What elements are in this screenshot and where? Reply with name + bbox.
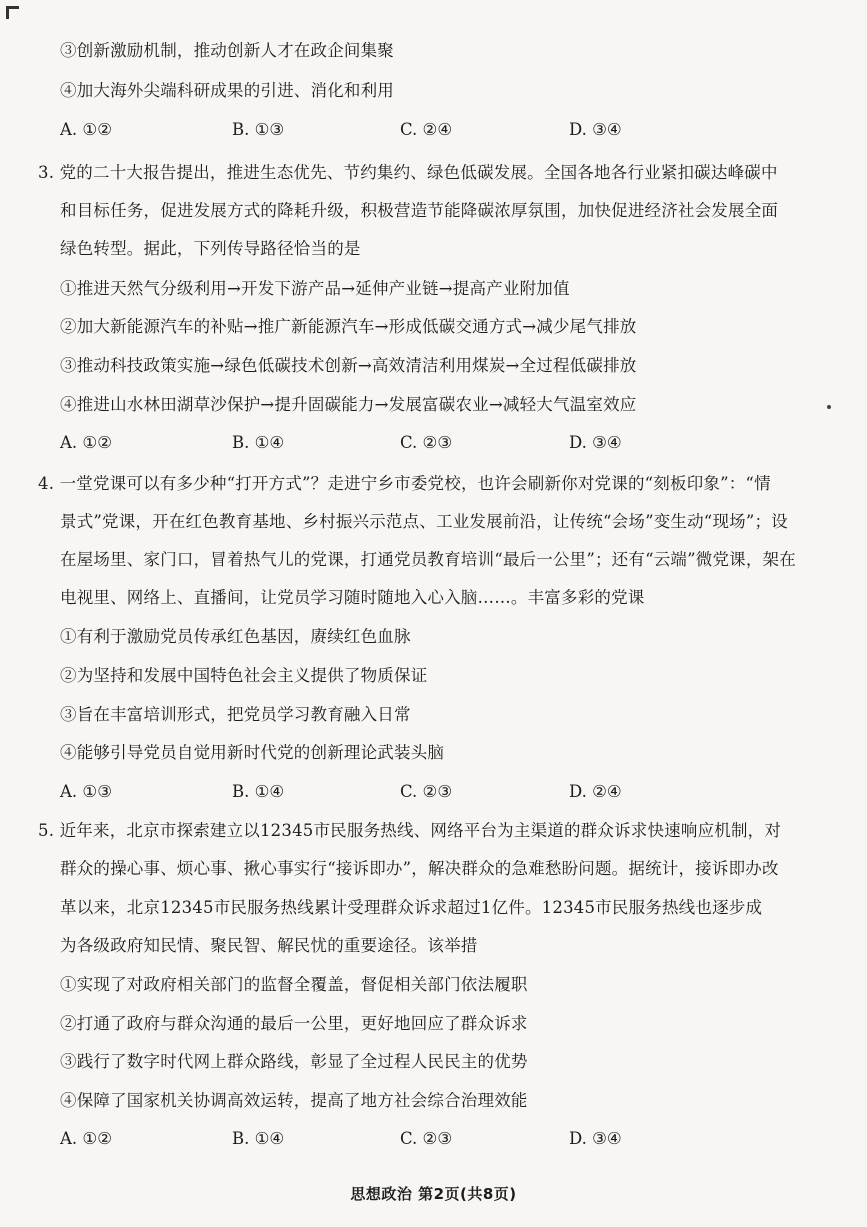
q3-option-c: C. ②③ <box>400 433 453 452</box>
q5-option-b: B. ①④ <box>232 1129 285 1148</box>
q4-option-c: C. ②③ <box>400 782 453 801</box>
q5-stem-line-2: 群众的操心事、烦心事、揪心事实行“接诉即办”，解决群众的急难愁盼问题。据统计，接诉即办改 <box>60 859 779 878</box>
q5-item-3: ③践行了数字时代网上群众路线，彰显了全过程人民民主的优势 <box>60 1052 528 1071</box>
q4-stem-line-2: 景式”党课，开在红色教育基地、乡村振兴示范点、工业发展前沿，让传统“会场”变生动“现场”；设 <box>60 512 788 531</box>
q2-option-a: A. ①② <box>60 120 112 139</box>
q2-option-c: C. ②④ <box>400 120 453 139</box>
q3-option-b: B. ①④ <box>232 433 285 452</box>
q4-option-d: D. ②④ <box>569 782 622 801</box>
q4-option-b: B. ①④ <box>232 782 285 801</box>
q4-option-a: A. ①③ <box>60 782 112 801</box>
q3-stem-line-2: 和目标任务，促进发展方式的降耗升级，积极营造节能降碳浓厚氛围，加快促进经济社会发展全面 <box>60 201 779 220</box>
q4-item-1: ①有利于激励党员传承红色基因，赓续红色血脉 <box>60 627 411 646</box>
page-footer: 思想政治 第2页(共8页) <box>350 1185 517 1203</box>
q4-stem-line-3: 在屋场里、家门口，冒着热气儿的党课，打通党员教育培训“最后一公里”；还有“云端”微党课，架在 <box>60 550 796 569</box>
q3-option-a: A. ①② <box>60 433 112 452</box>
q3-stem-line-1: 3. 党的二十大报告提出，推进生态优先、节约集约、绿色低碳发展。全国各地各行业紧扣碳达峰碳中 <box>38 163 778 182</box>
q5-item-1: ①实现了对政府相关部门的监督全覆盖，督促相关部门依法履职 <box>60 975 528 994</box>
q2-option-d: D. ③④ <box>569 120 622 139</box>
q3-item-3: ③推动科技政策实施→绿色低碳技术创新→高效清洁利用煤炭→全过程低碳排放 <box>60 356 637 375</box>
q5-option-c: C. ②③ <box>400 1129 453 1148</box>
q5-option-a: A. ①② <box>60 1129 112 1148</box>
speck <box>827 405 831 409</box>
q3-item-2: ②加大新能源汽车的补贴→推广新能源汽车→形成低碳交通方式→减少尾气排放 <box>60 317 637 336</box>
q2-item-4: ④加大海外尖端科研成果的引进、消化和利用 <box>60 81 394 100</box>
q4-stem-line-4: 电视里、网络上、直播间，让党员学习随时随地入心入脑……。丰富多彩的党课 <box>60 588 645 607</box>
q4-item-4: ④能够引导党员自觉用新时代党的创新理论武装头脑 <box>60 743 445 762</box>
q5-option-d: D. ③④ <box>569 1129 622 1148</box>
q2-option-b: B. ①③ <box>232 120 285 139</box>
q5-stem-line-3: 革以来，北京12345市民服务热线累计受理群众诉求超过1亿件。12345市民服务热线也逐步成 <box>60 898 763 917</box>
q3-option-d: D. ③④ <box>569 433 622 452</box>
q4-stem-line-1: 4. 一堂党课可以有多少种“打开方式”？走进宁乡市委党校，也许会刷新你对党课的“刻板印象”：“情 <box>38 474 771 493</box>
registration-mark <box>6 6 19 19</box>
q5-stem-line-4: 为各级政府知民情、聚民智、解民忧的重要途径。该举措 <box>60 936 478 955</box>
q4-item-2: ②为坚持和发展中国特色社会主义提供了物质保证 <box>60 666 428 685</box>
q5-stem-line-1: 5. 近年来，北京市探索建立以12345市民服务热线、网络平台为主渠道的群众诉求快速响应机制，对 <box>38 821 782 840</box>
q4-item-3: ③旨在丰富培训形式，把党员学习教育融入日常 <box>60 705 411 724</box>
q5-item-2: ②打通了政府与群众沟通的最后一公里，更好地回应了群众诉求 <box>60 1014 528 1033</box>
q3-stem-line-3: 绿色转型。据此，下列传导路径恰当的是 <box>60 239 361 258</box>
q5-item-4: ④保障了国家机关协调高效运转，提高了地方社会综合治理效能 <box>60 1091 528 1110</box>
q2-item-3: ③创新激励机制，推动创新人才在政企间集聚 <box>60 41 394 60</box>
q3-item-4: ④推进山水林田湖草沙保护→提升固碳能力→发展富碳农业→减轻大气温室效应 <box>60 395 637 414</box>
q3-item-1: ①推进天然气分级利用→开发下游产品→延伸产业链→提高产业附加值 <box>60 279 570 298</box>
